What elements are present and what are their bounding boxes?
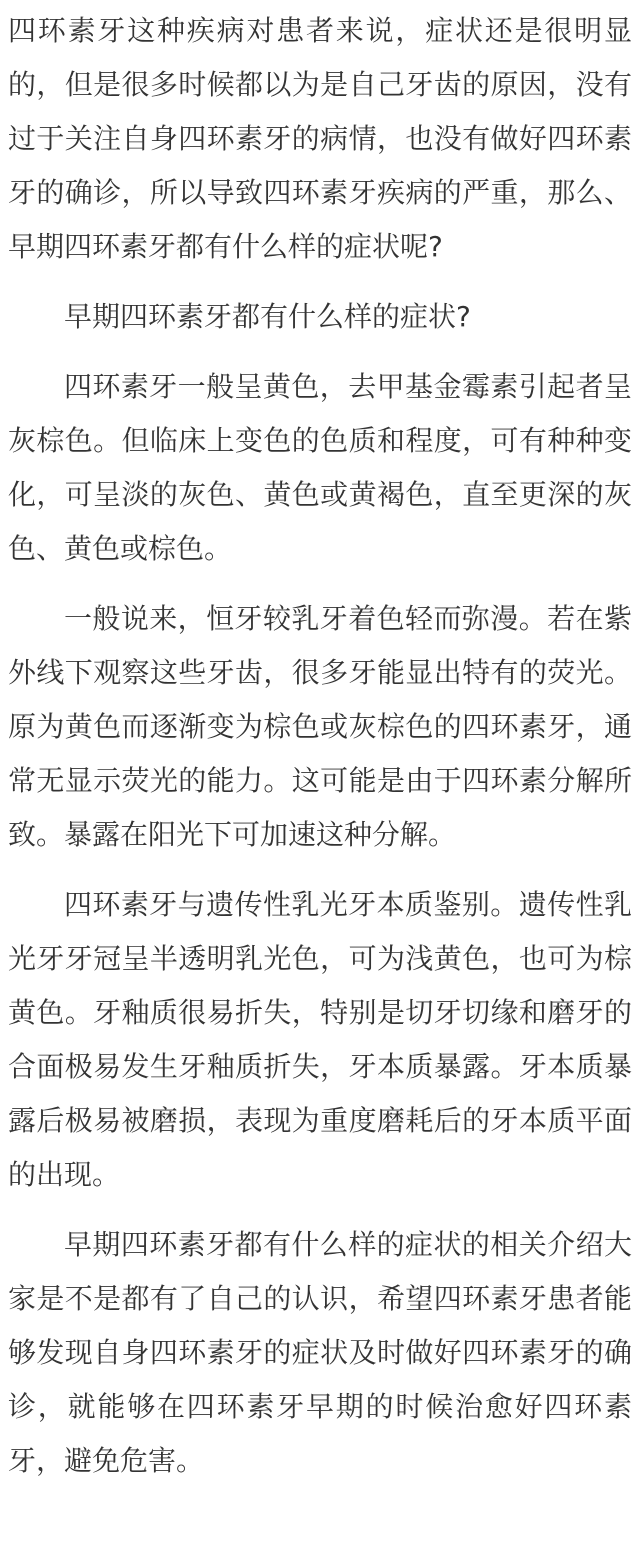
article-subheading: 早期四环素牙都有什么样的症状? — [64, 300, 471, 333]
article-paragraph-color: 四环素牙一般呈黄色，去甲基金霉素引起者呈灰棕色。但临床上变色的色质和程度，可有种种变化，可呈淡的灰色、黄色或黄褐色，直至更深的灰色、黄色或棕色。 — [8, 370, 632, 565]
article-paragraph-fluorescence: 一般说来，恒牙较乳牙着色轻而弥漫。若在紫外线下观察这些牙齿，很多牙能显出特有的荧光。原为黄色而逐渐变为棕色或灰棕色的四环素牙，通常无显示荧光的能力。这可能是由于四环素分解所致。暴露在阳光下可加速这种分解。 — [8, 602, 632, 851]
article-paragraph-intro: 四环素牙这种疾病对患者来说，症状还是很明显的，但是很多时候都以为是自己牙齿的原因，没有过于关注自身四环素牙的病情，也没有做好四环素牙的确诊，所以导致四环素牙疾病的严重，那么、早期四环素牙都有什么样的症状呢? — [8, 14, 632, 263]
article-paragraph-conclusion: 早期四环素牙都有什么样的症状的相关介绍大家是不是都有了自己的认识，希望四环素牙患者能够发现自身四环素牙的症状及时做好四环素牙的确诊，就能够在四环素牙早期的时候治愈好四环素牙，避免危害。 — [8, 1228, 632, 1477]
article-paragraph-differentiation: 四环素牙与遗传性乳光牙本质鉴别。遗传性乳光牙牙冠呈半透明乳光色，可为浅黄色，也可为棕黄色。牙釉质很易折失，特别是切牙切缘和磨牙的合面极易发生牙釉质折失，牙本质暴露。牙本质暴露后极易被磨损，表现为重度磨耗后的牙本质平面的出现。 — [8, 888, 632, 1191]
